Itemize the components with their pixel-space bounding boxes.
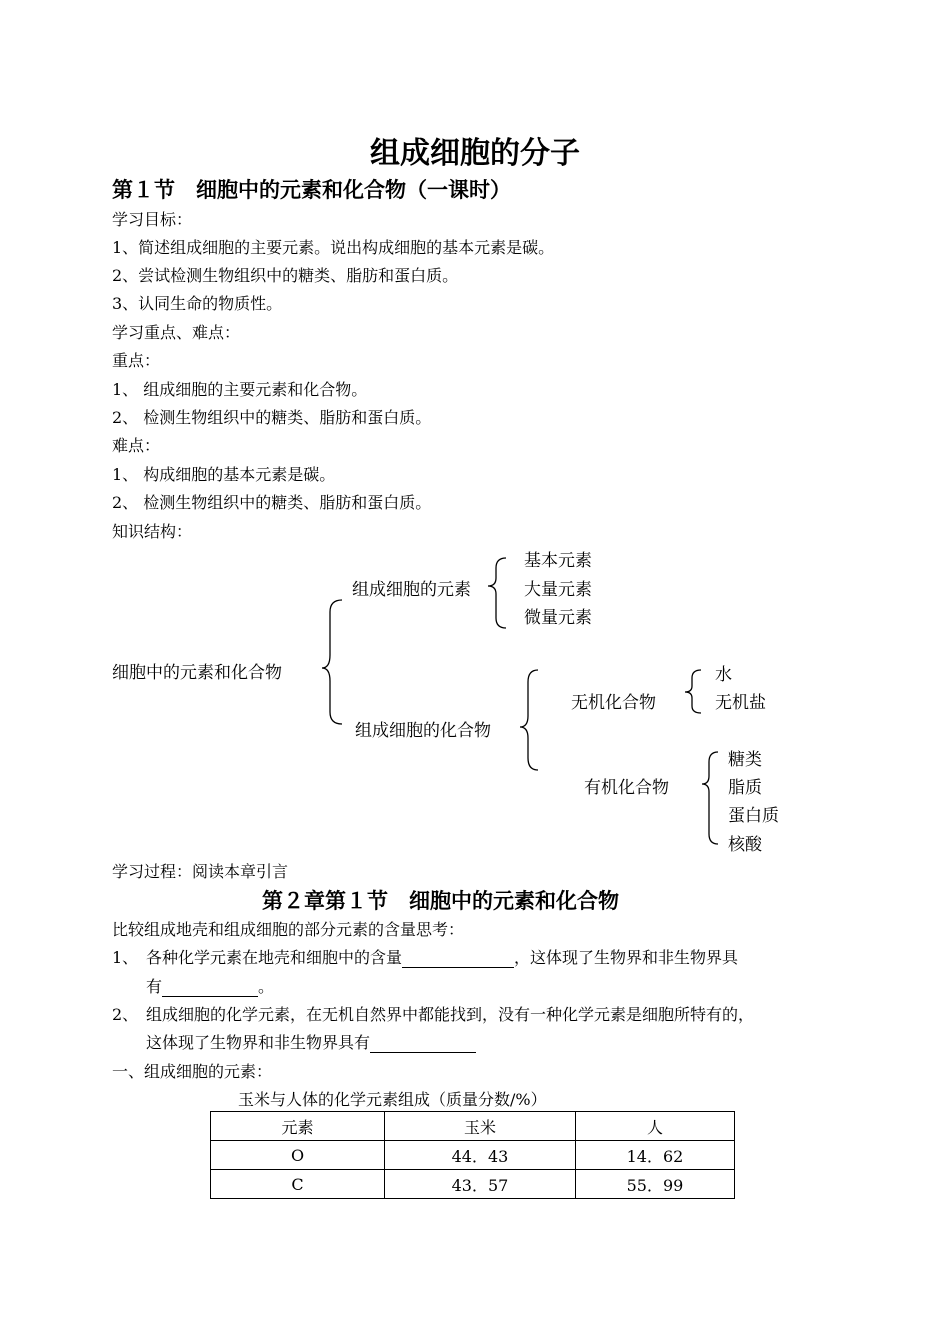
answer-blank-2[interactable] xyxy=(162,978,258,997)
tree-organic-lipid: 脂质 xyxy=(728,778,762,798)
tree-inorganic: 无机化合物 xyxy=(571,693,656,713)
goal-2: 2、尝试检测生物组织中的糖类、脂肪和蛋白质。 xyxy=(112,266,459,285)
part-1-heading: 一、组成细胞的元素： xyxy=(112,1062,273,1081)
section-1-heading: 第１节 细胞中的元素和化合物（一课时） xyxy=(112,178,511,202)
table-caption: 玉米与人体的化学元素组成（质量分数/%） xyxy=(238,1090,547,1109)
tree-element-major: 大量元素 xyxy=(524,580,592,600)
question-1-line xyxy=(146,945,738,968)
tree-organic-sugar: 糖类 xyxy=(728,750,762,770)
process-label: 学习过程：阅读本章引言 xyxy=(112,862,289,881)
table-header-corn: 玉米 xyxy=(385,1112,576,1141)
tree-compounds: 组成细胞的化合物 xyxy=(355,721,491,741)
tree-element-trace: 微量元素 xyxy=(524,608,592,628)
question-1-line-2 xyxy=(146,974,274,997)
question-1-text: 各种化学元素在地壳和细胞中的含量 xyxy=(146,948,403,967)
goals-label: 学习目标： xyxy=(112,210,193,229)
tree-root: 细胞中的元素和化合物 xyxy=(112,663,282,683)
table-cell: 55．99 xyxy=(576,1170,735,1199)
elements-brace xyxy=(488,558,506,628)
focus-label: 重点： xyxy=(112,351,161,370)
section-2-intro: 比较组成地壳和组成细胞的部分元素的含量思考： xyxy=(112,920,465,939)
question-2-number: 2、 xyxy=(112,1005,139,1024)
focus-1: 1、 组成细胞的主要元素和化合物。 xyxy=(112,380,368,399)
page-title: 组成细胞的分子 xyxy=(370,136,580,171)
root-brace xyxy=(322,600,342,724)
table-cell: 14．62 xyxy=(576,1141,735,1170)
tree-organic-nucleic: 核酸 xyxy=(728,835,762,855)
organic-brace xyxy=(702,752,718,844)
compounds-brace xyxy=(520,670,538,770)
table-header-human: 人 xyxy=(576,1112,735,1141)
table-row xyxy=(211,1141,735,1170)
key-label: 学习重点、难点： xyxy=(112,323,241,342)
structure-label: 知识结构： xyxy=(112,522,193,541)
section-2-heading: 第２章第１节 细胞中的元素和化合物 xyxy=(262,889,619,913)
table-header-element: 元素 xyxy=(211,1112,385,1141)
answer-blank-1[interactable] xyxy=(402,949,514,968)
hard-2: 2、 检测生物组织中的糖类、脂肪和蛋白质。 xyxy=(112,493,432,512)
question-1-text-cont: ，这体现了生物界和非生物界具 xyxy=(514,948,739,967)
hard-1: 1、 构成细胞的基本元素是碳。 xyxy=(112,465,336,484)
table-cell: C xyxy=(211,1170,385,1199)
question-1-number: 1、 xyxy=(112,948,139,967)
goal-3: 3、认同生命的物质性。 xyxy=(112,294,283,313)
question-1-text-have: 有 xyxy=(146,977,163,996)
tree-inorganic-water: 水 xyxy=(715,665,732,685)
table-cell: 44．43 xyxy=(385,1141,576,1170)
table-row xyxy=(211,1170,735,1199)
table-cell: 43．57 xyxy=(385,1170,576,1199)
question-1-period: 。 xyxy=(258,977,275,996)
tree-elements: 组成细胞的元素 xyxy=(352,580,471,600)
question-2-text: 组成细胞的化学元素，在无机自然界中都能找到，没有一种化学元素是细胞所特有的， xyxy=(146,1005,755,1024)
question-2-line-2 xyxy=(146,1030,476,1053)
tree-organic: 有机化合物 xyxy=(584,778,669,798)
table-header-row xyxy=(211,1112,735,1141)
tree-inorganic-salt: 无机盐 xyxy=(715,693,766,713)
inorganic-brace xyxy=(685,670,701,713)
focus-2: 2、 检测生物组织中的糖类、脂肪和蛋白质。 xyxy=(112,408,432,427)
tree-organic-protein: 蛋白质 xyxy=(728,806,779,826)
hard-label: 难点： xyxy=(112,436,161,455)
table-cell: O xyxy=(211,1141,385,1170)
element-table xyxy=(210,1111,735,1199)
goal-1: 1、简述组成细胞的主要元素。说出构成细胞的基本元素是碳。 xyxy=(112,238,555,257)
tree-element-basic: 基本元素 xyxy=(524,551,592,571)
question-2-text-cont: 这体现了生物界和非生物界具有 xyxy=(146,1033,371,1052)
answer-blank-3[interactable] xyxy=(370,1034,476,1053)
